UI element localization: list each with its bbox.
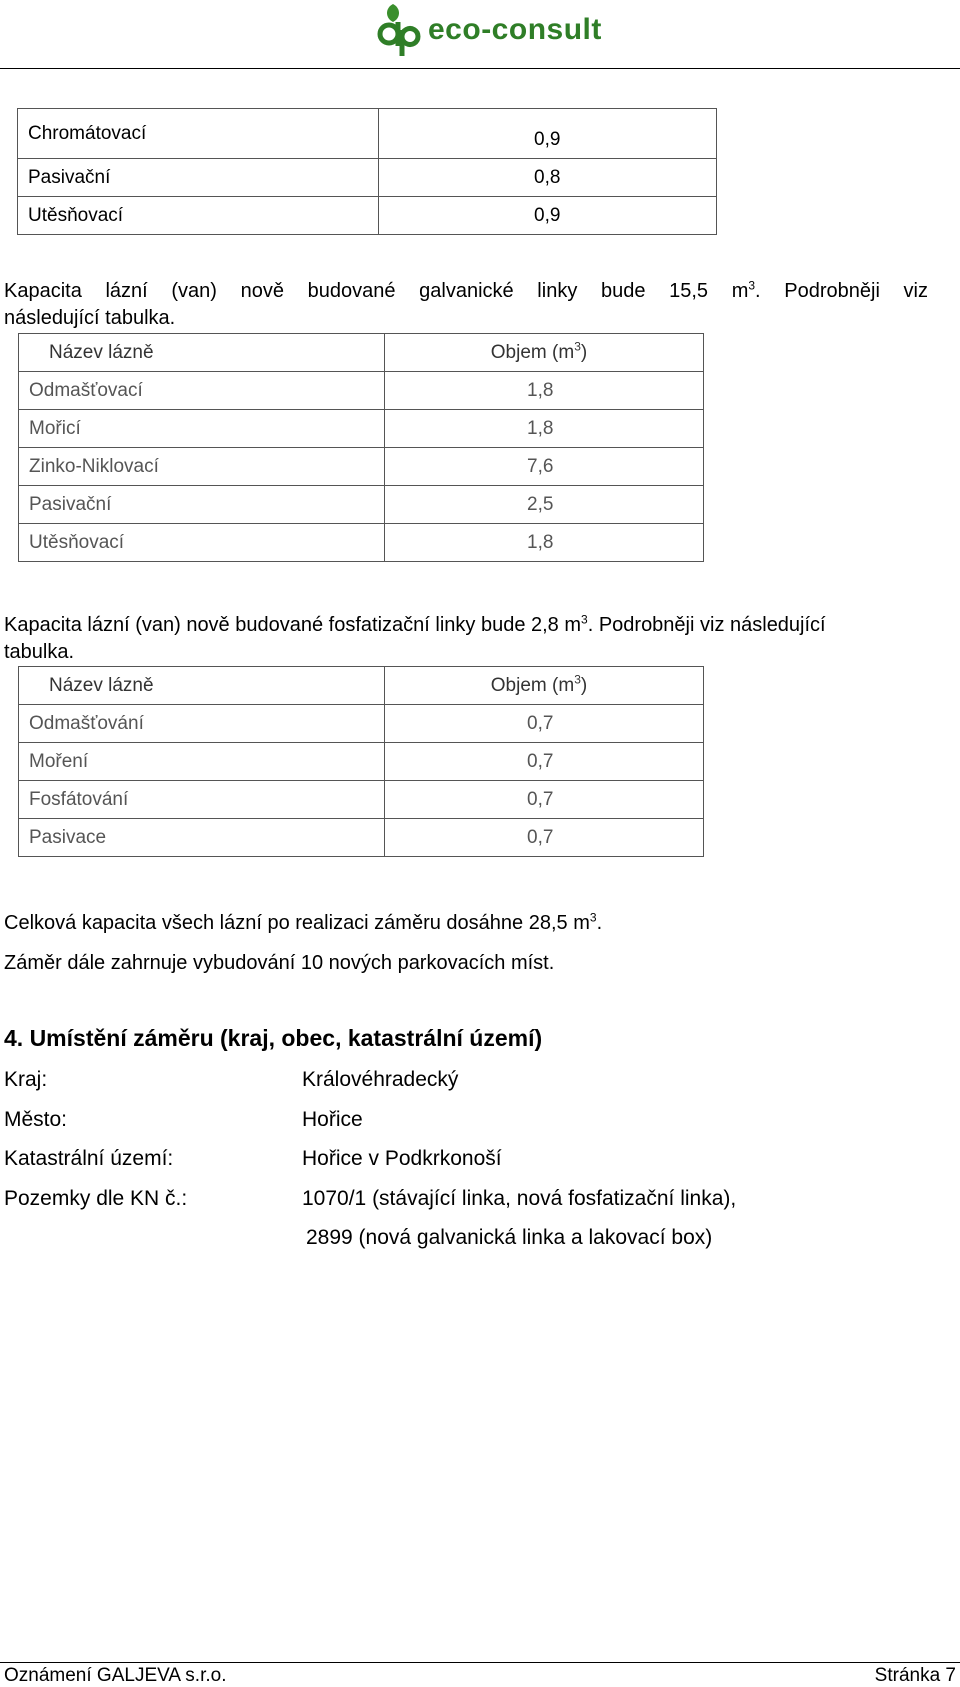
bath-value-cell: 0,8 — [379, 159, 717, 197]
paragraph-text: . — [596, 912, 603, 934]
table-header-row — [19, 334, 704, 372]
bath-value-cell: 1,8 — [385, 410, 704, 448]
bath-name-cell: Utěsňovací — [19, 524, 385, 562]
value-city: Hořice — [302, 1108, 363, 1131]
phosphating-baths-table — [18, 666, 704, 857]
table-row — [18, 109, 717, 159]
paragraph-text: . Podrobněji viz následující — [587, 614, 826, 636]
header-text: ) — [580, 341, 588, 363]
paragraph-galvanic-capacity — [4, 278, 928, 305]
column-header-volume — [385, 334, 704, 372]
value-parcels: 1070/1 (stávající linka, nová fosfatizační linka), — [302, 1187, 737, 1210]
bath-value-cell: 0,9 — [379, 197, 717, 235]
bath-value-cell: 2,5 — [385, 486, 704, 524]
baths-table-1 — [17, 108, 717, 235]
table-row — [19, 410, 704, 448]
superscript: 3 — [589, 910, 597, 925]
label-region: Kraj: — [4, 1068, 48, 1091]
table-row — [19, 372, 704, 410]
bath-name-cell: Pasivační — [19, 486, 385, 524]
label-city: Město: — [4, 1108, 68, 1131]
section-4-heading: 4. Umístění záměru (kraj, obec, katastrální území) — [4, 1025, 543, 1051]
bath-value-cell: 0,9 — [379, 109, 717, 159]
bath-name-cell: Chromátovací — [18, 109, 379, 159]
bath-value-cell: 0,7 — [385, 819, 704, 857]
paragraph-phosphating-capacity — [4, 612, 826, 639]
header-divider — [0, 68, 960, 69]
bath-name-cell: Moření — [19, 743, 385, 781]
table-row — [19, 448, 704, 486]
column-header-name: Název lázně — [19, 667, 385, 705]
value-region: Královéhradecký — [302, 1068, 459, 1091]
table-row — [19, 705, 704, 743]
paragraph-text: Celková kapacita všech lázní po realizaci záměru dosáhne 28,5 m — [4, 912, 590, 934]
bath-name-cell: Utěsňovací — [18, 197, 379, 235]
label-cadastral-area: Katastrální území: — [4, 1147, 174, 1170]
bath-value-cell: 7,6 — [385, 448, 704, 486]
bath-name-cell: Odmašťovací — [19, 372, 385, 410]
galvanic-baths-table — [18, 333, 704, 562]
column-header-volume — [385, 667, 704, 705]
bath-value-cell: 0,7 — [385, 781, 704, 819]
paragraph-text: . Podrobněji viz — [755, 280, 928, 302]
bath-value-cell: 0,7 — [385, 743, 704, 781]
paragraph-total-capacity — [4, 910, 602, 937]
bath-name-cell: Fosfátování — [19, 781, 385, 819]
superscript: 3 — [748, 278, 756, 293]
header-text: ) — [580, 674, 588, 696]
bath-value-cell: 0,7 — [385, 705, 704, 743]
header-text: Objem (m — [490, 341, 575, 363]
footer-document-title: Oznámení GALJEVA s.r.o. — [4, 1665, 227, 1686]
value-parcels-extra: 2899 (nová galvanická linka a lakovací box) — [306, 1226, 713, 1249]
table-header-row — [19, 667, 704, 705]
column-header-name: Název lázně — [19, 334, 385, 372]
bath-value-cell: 1,8 — [385, 524, 704, 562]
bath-value-cell: 1,8 — [385, 372, 704, 410]
bath-name-cell: Pasivace — [19, 819, 385, 857]
dp-logo-icon — [376, 2, 422, 58]
table-row — [18, 159, 717, 197]
footer-page-number: Stránka 7 — [874, 1665, 956, 1686]
bath-name-cell: Pasivační — [18, 159, 379, 197]
paragraph-parking: Záměr dále zahrnuje vybudování 10 nových parkovacích míst. — [4, 952, 555, 974]
paragraph-line: tabulka. — [4, 641, 75, 663]
bath-name-cell: Mořicí — [19, 410, 385, 448]
value-cadastral-area: Hořice v Podkrkonoší — [302, 1147, 502, 1170]
superscript: 3 — [574, 339, 581, 354]
table-row — [19, 486, 704, 524]
header-text: Objem (m — [490, 674, 575, 696]
paragraph-line: následující tabulka. — [4, 307, 176, 329]
superscript: 3 — [574, 672, 581, 687]
company-logo — [376, 0, 602, 60]
label-parcels: Pozemky dle KN č.: — [4, 1187, 188, 1210]
superscript: 3 — [581, 612, 588, 627]
paragraph-text: Kapacita lázní (van) nově budované fosfatizační linky bude 2,8 m — [4, 614, 582, 636]
paragraph-text: Kapacita lázní (van) nově budované galvanické linky bude 15,5 m — [4, 280, 749, 302]
footer-divider — [0, 1662, 960, 1663]
table-row — [18, 197, 717, 235]
table-row — [19, 524, 704, 562]
table-row — [19, 819, 704, 857]
table-row — [19, 781, 704, 819]
page-header — [0, 0, 960, 70]
bath-name-cell: Zinko-Niklovací — [19, 448, 385, 486]
table-row — [19, 743, 704, 781]
logo-text: eco-consult — [428, 13, 602, 46]
bath-name-cell: Odmašťování — [19, 705, 385, 743]
